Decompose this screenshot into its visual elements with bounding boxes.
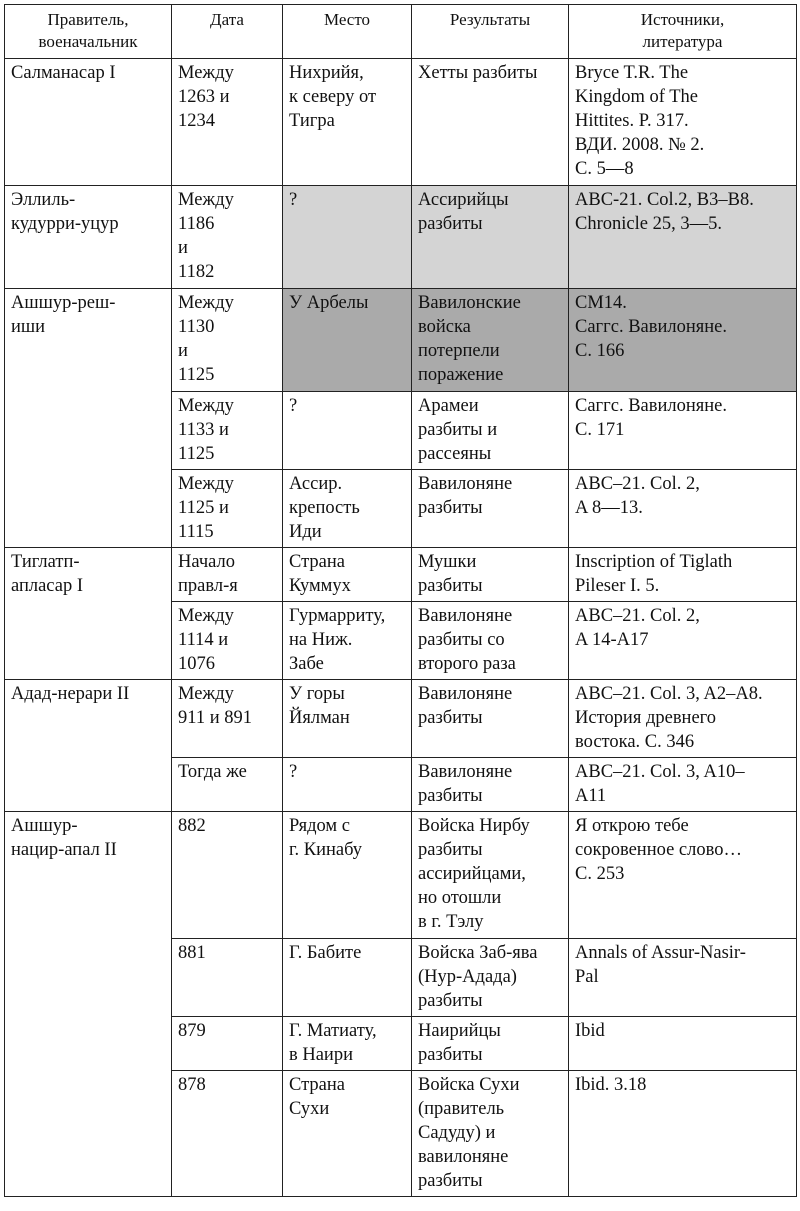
place-cell: Страна Сухи: [283, 1071, 412, 1197]
result-cell: Вавилонские войска потерпели поражение: [412, 289, 569, 392]
source-cell: Annals of Assur-Nasir- Pal: [569, 939, 797, 1017]
place-cell: Г. Бабите: [283, 939, 412, 1017]
date-cell: 881: [172, 939, 283, 1017]
date-cell: 878: [172, 1071, 283, 1197]
source-cell: Ibid. 3.18: [569, 1071, 797, 1197]
place-cell: ?: [283, 758, 412, 812]
ruler-cell: Ашшур- нацир-апал II: [5, 812, 172, 1197]
result-cell: Хетты разбиты: [412, 59, 569, 186]
place-cell: Нихрийя, к северу от Тигра: [283, 59, 412, 186]
date-cell: Между 1263 и 1234: [172, 59, 283, 186]
place-cell: ?: [283, 186, 412, 289]
source-cell: Bryce T.R. The Kingdom of The Hittites. P. 317. ВДИ. 2008. № 2. С. 5—8: [569, 59, 797, 186]
battles-table: [4, 4, 797, 1197]
place-cell: Ассир. крепость Иди: [283, 470, 412, 548]
date-cell: Между 1130 и 1125: [172, 289, 283, 392]
source-cell: ABC–21. Col. 2, A 8—13.: [569, 470, 797, 548]
date-cell: Между 1186 и 1182: [172, 186, 283, 289]
date-cell: Между 1114 и 1076: [172, 602, 283, 680]
table-row: [5, 289, 797, 392]
source-cell: CM14. Caггc. Вавилоняне. С. 166: [569, 289, 797, 392]
place-cell: Гурмарриту, на Ниж. Забе: [283, 602, 412, 680]
ruler-cell: Адад-нерари II: [5, 680, 172, 812]
table-row: [5, 59, 797, 186]
header-place: Место: [283, 5, 412, 59]
table-row: [5, 680, 797, 758]
header-result: Результаты: [412, 5, 569, 59]
date-cell: 879: [172, 1017, 283, 1071]
source-cell: ABC–21. Col. 2, A 14-A17: [569, 602, 797, 680]
ruler-cell: Эллиль- кудурри-уцур: [5, 186, 172, 289]
place-cell: ?: [283, 392, 412, 470]
table-row: [5, 548, 797, 602]
date-cell: Начало правл-я: [172, 548, 283, 602]
place-cell: Г. Матиату, в Наири: [283, 1017, 412, 1071]
result-cell: Мушки разбиты: [412, 548, 569, 602]
result-cell: Вавилоняне разбиты со второго раза: [412, 602, 569, 680]
result-cell: Арамеи разбиты и рассеяны: [412, 392, 569, 470]
source-cell: Caггc. Вавилоняне. С. 171: [569, 392, 797, 470]
source-cell: Inscription of Tiglath Pileser I. 5.: [569, 548, 797, 602]
ruler-cell: Ашшур-реш- иши: [5, 289, 172, 548]
date-cell: 882: [172, 812, 283, 939]
result-cell: Войска Сухи (правитель Садуду) и вавилоняне разбиты: [412, 1071, 569, 1197]
table-row: [5, 186, 797, 289]
date-cell: Между 1125 и 1115: [172, 470, 283, 548]
place-cell: У горы Йялман: [283, 680, 412, 758]
place-cell: Страна Куммух: [283, 548, 412, 602]
result-cell: Вавилоняне разбиты: [412, 470, 569, 548]
header-ruler: Правитель, военачальник: [5, 5, 172, 59]
result-cell: Войска Нирбу разбиты ассирийцами, но отошли в г. Тэлу: [412, 812, 569, 939]
header-source: Источники, литература: [569, 5, 797, 59]
source-cell: Ibid: [569, 1017, 797, 1071]
ruler-cell: Тиглатп- апласар I: [5, 548, 172, 680]
header-row: [5, 5, 797, 59]
result-cell: Ассирийцы разбиты: [412, 186, 569, 289]
result-cell: Наирийцы разбиты: [412, 1017, 569, 1071]
place-cell: У Арбелы: [283, 289, 412, 392]
source-cell: ABC-21. Col.2, B3–B8. Chronicle 25, 3—5.: [569, 186, 797, 289]
date-cell: Между 1133 и 1125: [172, 392, 283, 470]
result-cell: Войска Заб-ява (Нур-Адада) разбиты: [412, 939, 569, 1017]
place-cell: Рядом с г. Кинабу: [283, 812, 412, 939]
source-cell: ABC–21. Col. 3, A2–A8. История древнего востока. С. 346: [569, 680, 797, 758]
source-cell: Я открою тебе сокровенное слово… С. 253: [569, 812, 797, 939]
date-cell: Тогда же: [172, 758, 283, 812]
date-cell: Между 911 и 891: [172, 680, 283, 758]
ruler-cell: Салманасар I: [5, 59, 172, 186]
result-cell: Вавилоняне разбиты: [412, 758, 569, 812]
result-cell: Вавилоняне разбиты: [412, 680, 569, 758]
source-cell: ABC–21. Col. 3, A10– A11: [569, 758, 797, 812]
table-row: [5, 812, 797, 939]
header-date: Дата: [172, 5, 283, 59]
